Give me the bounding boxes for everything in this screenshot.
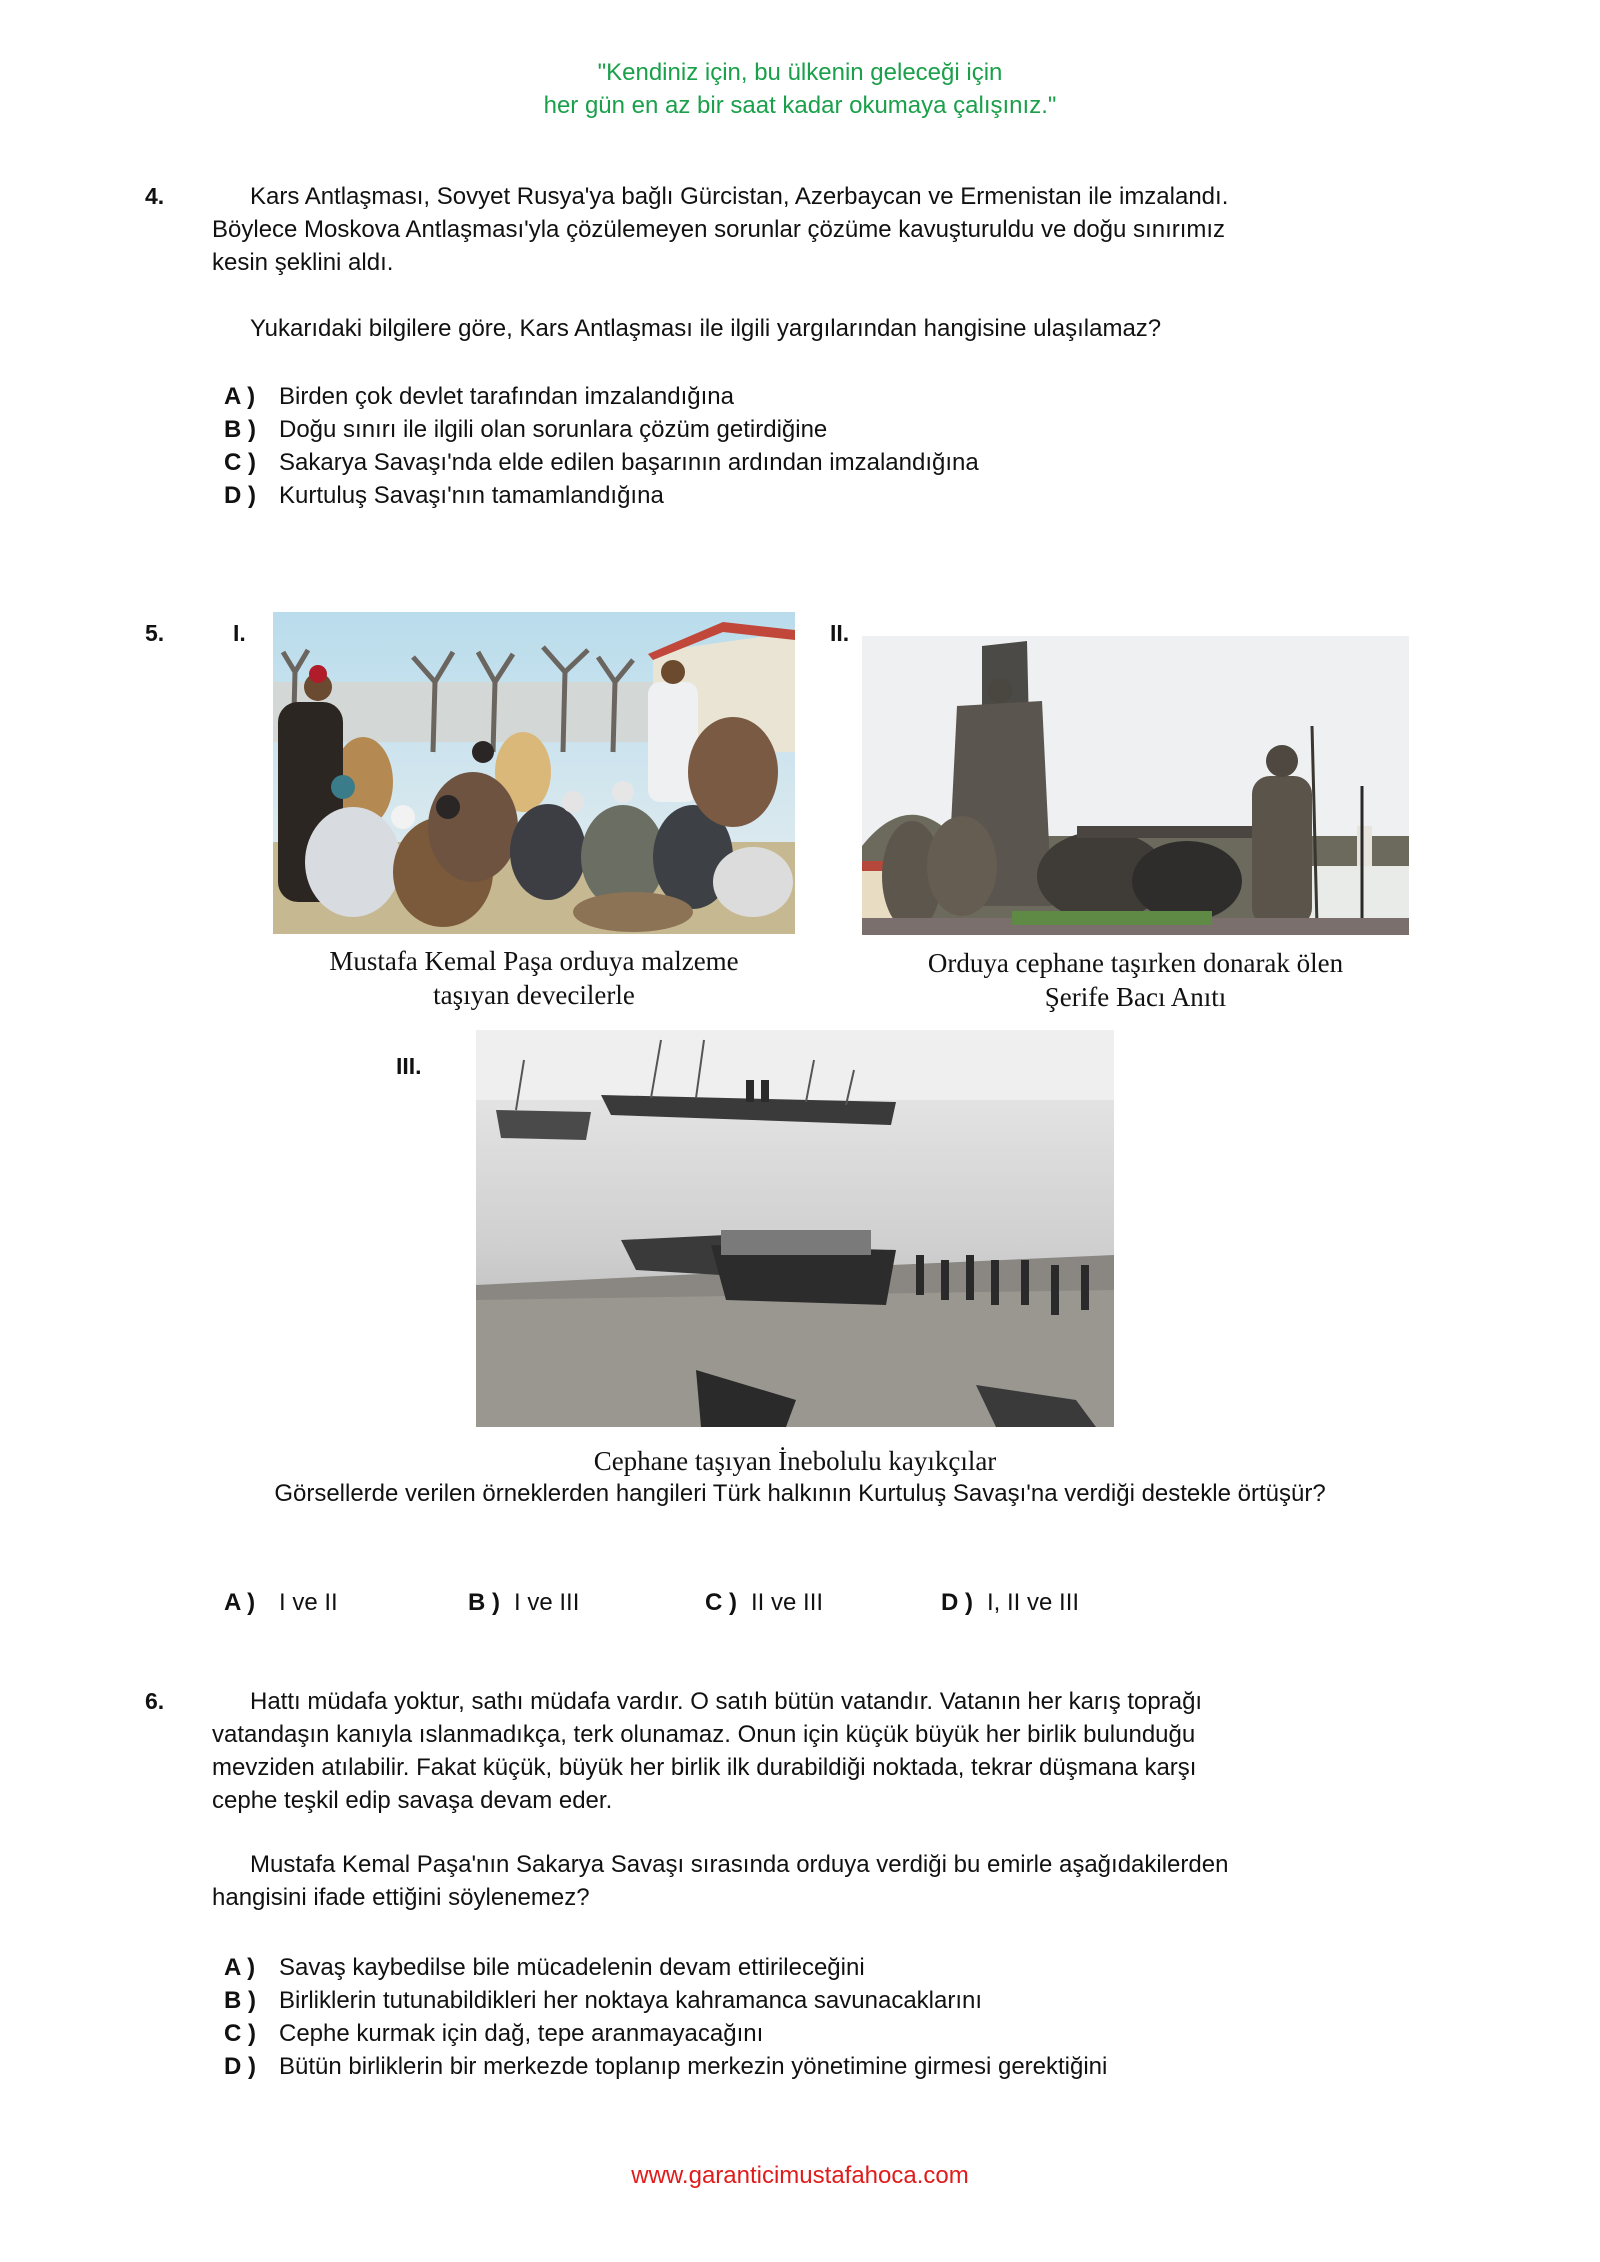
option-letter: C ): [224, 449, 256, 476]
option-text: Kurtuluş Savaşı'nın tamamlandığına: [279, 482, 664, 509]
option-letter: A ): [224, 1589, 256, 1616]
question-number: 4.: [145, 183, 165, 209]
caption-line: Orduya cephane taşırken donarak ölen: [927, 948, 1344, 978]
option-text: Bütün birliklerin bir merkezde toplanıp merkezin yönetimine girmesi gerektiğini: [279, 2053, 1108, 2080]
option-letter: A ): [224, 1954, 256, 1981]
option-d[interactable]: [941, 1586, 1079, 1619]
option-letter: D ): [941, 1589, 973, 1616]
option-text: Savaş kaybedilse bile mücadelenin devam ettirileceğini: [279, 1954, 865, 1981]
question-number: 6.: [145, 1688, 165, 1714]
option-letter: D ): [224, 2053, 256, 2080]
question-stem: [212, 180, 1462, 279]
option-d[interactable]: [224, 2050, 1107, 2083]
option-text: Birden çok devlet tarafından imzalandığına: [279, 383, 734, 410]
option-c[interactable]: [224, 446, 979, 479]
question-prompt: [212, 1848, 1462, 1914]
question-number: 5.: [145, 620, 165, 646]
option-letter: A ): [224, 383, 256, 410]
option-letter: B ): [468, 1589, 500, 1616]
option-text: II ve III: [751, 1589, 824, 1616]
motto-line-2: her gün en az bir saat kadar okumaya çalışınız.": [543, 92, 1057, 119]
question-prompt: Görsellerde verilen örneklerden hangileri Türk halkının Kurtuluş Savaşı'na verdiği destekle örtüşür?: [274, 1480, 1326, 1507]
option-text: I, II ve III: [987, 1589, 1080, 1616]
option-text: Birliklerin tutunabildikleri her noktaya kahramanca savunacaklarını: [279, 1987, 983, 2014]
option-d[interactable]: [224, 479, 979, 512]
question-stem: [212, 1685, 1462, 1817]
question-prompt: Yukarıdaki bilgilere göre, Kars Antlaşması ile ilgili yargılarından hangisine ulaşılamaz?: [250, 315, 1162, 342]
image-caption-i: [273, 944, 795, 1012]
stem-line: Hattı müdafa yoktur, sathı müdafa vardır. O satıh bütün vatandır. Vatanın her karış toprağı: [250, 1688, 1203, 1715]
photo-serife-baci-monument: [862, 636, 1409, 935]
option-text: I ve III: [514, 1589, 580, 1616]
option-c[interactable]: [224, 2017, 1107, 2050]
image-label-iii: III.: [396, 1053, 422, 1079]
option-b[interactable]: [224, 413, 979, 446]
image-caption-ii: [862, 946, 1409, 1014]
option-a[interactable]: [224, 1586, 338, 1619]
stem-line: Kars Antlaşması, Sovyet Rusya'ya bağlı Gürcistan, Azerbaycan ve Ermenistan ile imzalandı.: [250, 183, 1229, 210]
option-letter: B ): [224, 1987, 256, 2014]
motto-line-1: "Kendiniz için, bu ülkenin geleceği için: [597, 59, 1003, 86]
option-b[interactable]: [224, 1984, 1107, 2017]
stem-line: kesin şeklini aldı.: [212, 249, 394, 276]
option-b[interactable]: [468, 1586, 579, 1619]
option-text: Cephe kurmak için dağ, tepe aranmayacağını: [279, 2020, 764, 2047]
option-text: I ve II: [279, 1589, 338, 1616]
caption-line: taşıyan devecilerle: [433, 980, 635, 1010]
image-caption-iii: Cephane taşıyan İnebolulu kayıkçılar: [593, 1446, 997, 1476]
stem-line: Böylece Moskova Antlaşması'yla çözülemeyen sorunlar çözüme kavuşturuldu ve doğu sınırımız: [212, 216, 1226, 243]
options-list: [224, 380, 979, 512]
motto-quote: [0, 56, 1600, 122]
image-label-ii: II.: [830, 620, 850, 646]
photo-inebolu-boatmen: [476, 1030, 1114, 1427]
option-text: Sakarya Savaşı'nda elde edilen başarının ardından imzalandığına: [279, 449, 979, 476]
stem-line: mevziden atılabilir. Fakat küçük, büyük her birlik ilk durabildiği noktada, tekrar düşmana karşı: [212, 1754, 1197, 1781]
option-letter: B ): [224, 416, 256, 443]
option-letter: D ): [224, 482, 256, 509]
stem-line: vatandaşın kanıyla ıslanmadıkça, terk olunamaz. Onun için küçük büyük her birlik bulunduğu: [212, 1721, 1196, 1748]
option-letter: C ): [705, 1589, 737, 1616]
caption-line: Şerife Bacı Anıtı: [1044, 982, 1227, 1012]
option-a[interactable]: [224, 1951, 1107, 1984]
options-list: [224, 1951, 1107, 2083]
prompt-line: hangisini ifade ettiğini söylenemez?: [212, 1884, 590, 1911]
prompt-line: Mustafa Kemal Paşa'nın Sakarya Savaşı sırasında orduya verdiği bu emirle aşağıdakilerden: [250, 1851, 1229, 1878]
option-c[interactable]: [705, 1586, 823, 1619]
option-a[interactable]: [224, 380, 979, 413]
footer-website-link[interactable]: www.garanticimustafahoca.com: [631, 2162, 969, 2189]
caption-line: Mustafa Kemal Paşa orduya malzeme: [329, 946, 739, 976]
stem-line: cephe teşkil edip savaşa devam eder.: [212, 1787, 613, 1814]
option-letter: C ): [224, 2020, 256, 2047]
option-text: Doğu sınırı ile ilgili olan sorunlara çözüm getirdiğine: [279, 416, 828, 443]
photo-cameleers: [273, 612, 795, 934]
image-label-i: I.: [233, 620, 246, 646]
